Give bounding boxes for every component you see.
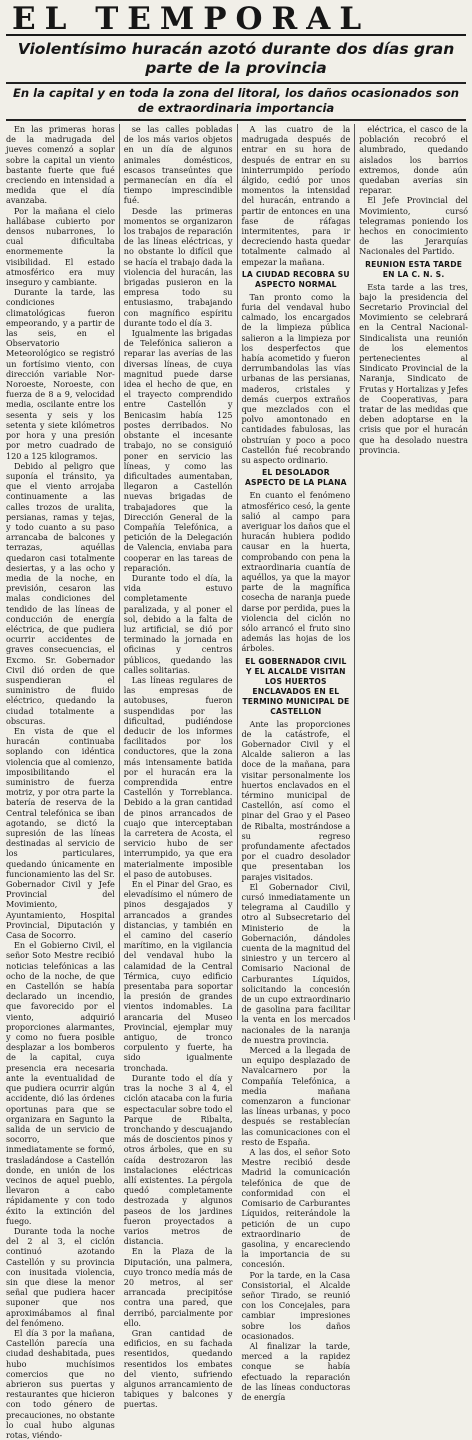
paragraph: En cuanto el fenómeno atmosférico cesó, la gente salió al campo para averiguar los daños que el huracán hubiera podido causar en la huerta, comprobando con pena la extraordinaria cuantía de aquéllos, ya que la mayor parte de la magnífica cosecha de naranja puede darse por perdida, pues la violencia del ciclón no sólo arrancó el fruto sino además las hojas de los árboles. (241, 490, 351, 654)
section-heading: EL DESOLADOR ASPECTO DE LA PLANA (244, 468, 347, 488)
paragraph: Por la mañana el cielo hallábase cubierto por densos nubarrones, lo cual dificultaba enormemente la visibilidad. El estado atmosférico era muy inseguro y cambiante. (6, 205, 115, 288)
divider (6, 119, 466, 121)
paragraph: Por la tarde, en la Casa Consistorial, el Alcalde señor Tirado, se reunió con los Concejales, para cambiar impresiones sobre los daños ocasionados. (241, 1269, 351, 1341)
paragraph: Durante toda la noche del 2 al 3, el ciclón continuó azotando Castellón y su provincia con inusitada violencia, sin que diese la menor señal que pudiera hacer suponer que nos aproximábamos al final del fenómeno. (6, 1225, 115, 1328)
column-rule (237, 124, 238, 1020)
paragraph: El Gobernador Civil, cursó inmediatamente un telegrama al Caudillo y otro al Subsecretario del Ministerio de la Gobernación, dándoles cuenta de la magnitud del siniestro y un tercero al Comisario Nacional de Carburantes Líquidos, solicitando la concesión de un cupo extraordinario de gasolina para facilitar la venta en los mercados nacionales de la naranja de nuestra provincia. (241, 881, 351, 1045)
subheadline: En la capital y en toda la zona del litoral, los daños ocasionados son de extraordinaria importancia (12, 86, 460, 115)
paragraph: Merced a la llegada de un equipo desplazado de Navalcarnero por la Compañía Telefónica, a media mañana comenzaron a funcionar las líneas urbanas, y poco después se restablecían las comunicaciones con el resto de España. (241, 1045, 351, 1147)
paragraph: Esta tarde a las tres, bajo la presidencia del Secretario Provincial del Movimiento se celebrará en la Central Nacional-Sindicalista una reunión de los elementos pertenecientes al Sindicato Provincial de la Naranja, Sindicato de Frutas y Hortalizas y Jefes de Cooperativas, para tratar de las medidas que deben adoptarse en la crisis que por el huracán que ha desolado nuestra provincia. (359, 281, 468, 455)
paragraph: se las calles pobladas de los más varios objetos en un día de algunos animales domésticos, escasos transeúntes que permanecían en día el tiempo imprescindible fué. (123, 124, 233, 206)
paragraph: El Jefe Provincial del Movimiento, cursó telegramas poniendo los hechos en conocimiento de las Jerarquías Nacionales del Partido. (359, 195, 468, 257)
masthead: EL TEMPORAL (6, 2, 466, 36)
column-4 (359, 124, 468, 1020)
paragraph: Desde las primeras momentos se organizaron los trabajos de reparación de las líneas eléctricas, y no obstante lo difícil que se hacía el trabajo dada la violencia del huracán, las brigadas pusieron en la empresa todo su entusiasmo, trabajando con magnífico espíritu durante todo el día 3. (123, 205, 233, 328)
divider (6, 82, 466, 84)
paragraph: El día 3 por la mañana, Castellón parecía una ciudad deshabitada, pues hubo muchísimos comercios que no abrieron sus puertas y restaurantes que hicieron con todo género de precauciones, no obstante lo cual hubo algunas rotas, viéndo- (6, 1327, 115, 1440)
paragraph: En la Plaza de la Diputación, una palmera, cuyo tronco medía más de 20 metros, al ser arrancada precipitóse contra una pared, que derribó, parcialmente por ello. (123, 1246, 233, 1328)
paragraph: Ante las proporciones de la catástrofe, el Gobernador Civil y el Alcalde salieron a las doce de la mañana, para visitar personalmente los huertos enclavados en el término municipal de Castellón, así como el pinar del Grao y el Paseo de Ribalta, mostrándose a su regreso profundamente afectados por el cuadro desolador que presentaban los parajes visitados. (241, 718, 351, 882)
paragraph: Gran cantidad de edificios, en su fachada resentidos, quedando resentidos los embates del viento, sufriendo algunos arrancamiento de tabiques y balcones y puertas. (123, 1327, 233, 1410)
paragraph: Durante todo el día y tras la noche 3 al 4, el ciclón atacaba con la furia espectacular sobre todo el Parque de Ribalta, tronchando y descuajando más de doscientos pinos y otros árboles, que en su caída destrozaron las instalaciones eléctricas allí existentes. La pérgola quedó completamente destrozada y algunos paseos de los jardines fueron proyectados a varios metros de distancia. (123, 1072, 233, 1247)
section-heading: LA CIUDAD RECOBRA SU ASPECTO NORMAL (241, 269, 350, 289)
column-1 (6, 124, 115, 1440)
paragraph: En vista de que el huracán continuaba soplando con idéntica violencia que al comienzo, imposibilitando el suministro de fuerza motriz, y por otra parte la batería de reserva de la Central telefónica se iban agotando, se dictó la supresión de las líneas destinadas al servicio de los particulares, quedando únicamente en funcionamiento las del Sr. Gobernador Civil y Jefe Provincial del Movimiento, Ayuntamiento, Hospital Provincial, Diputación y Casa de Socorro. (6, 725, 115, 941)
column-3 (241, 124, 351, 1402)
column-rule (119, 124, 120, 1020)
column-2 (123, 124, 233, 1410)
paragraph: A las dos, el señor Soto Mestre recibió desde Madrid la comunicación telefónica de que de conformidad con el Comisario de Carburantes Líquidos, reiterándole la petición de un cupo extraordinario de gasolina, y encareciendo la importancia de su concesión. (241, 1147, 351, 1270)
paragraph: A las cuatro de la madrugada después de entrar en su hora de después de entrar en su ininterrumpido período álgido, cedió por unos momentos la intensidad del huracán, entrando a partir de entonces en una fase de ráfagas intermitentes, para ir decreciendo hasta quedar totalmente calmado al empezar la mañana. (241, 124, 351, 267)
paragraph: En el Pinar del Grao, es elevadísimo el número de pinos desgajados y arrancados a grandes distancias, y también en el camino del caserío marítimo, en la vigilancia del vendaval hubo la calamidad de la Central Térmica, cuyo edificio presentaba para soportar la presión de grandes vientos indomables. La arancaria del Museo Provincial, ejemplar muy antiguo, de tronco corpulento y fuerte, ha sido igualmente tronchada. (123, 879, 233, 1073)
article-body (6, 124, 468, 1440)
paragraph: En las primeras horas de la madrugada del jueves comenzó a soplar sobre la capital un viento bastante fuerte que fué creciendo en intensidad a medida que el día avanzaba. (6, 124, 115, 206)
section-heading: EL GOBERNADOR CIVIL Y EL ALCALDE VISITAN LOS HUERTOS ENCLAVADOS EN EL TERMINO MUNICIPAL DE CASTELLON (242, 656, 350, 716)
section-heading: REUNION ESTA TARDE EN LA C. N. S. (365, 259, 463, 279)
paragraph: En el Gobierno Civil, el señor Soto Mestre recibió noticias telefónicas a las ocho de la noche, de que en Castellón se había declarado un incendio, que favorecido por el viento, adquirió proporciones alarmantes, y como no fuera posible desplazar a los bomberos de la capital, cuya presencia era necesaria ante la eventualidad de que pudiera ocurrir algún accidente, dió las órdenes oportunas para que se organizara en Sagunto la salida de un servicio de socorro, que inmediatamente se formó, trasladándose a Castellón donde, en unión de los vecinos de aquel pueblo, llevaron a cabo rápidamente y con todo éxito la extinción del fuego. (6, 940, 115, 1226)
paragraph: Al finalizar la tarde, merced a la rapidez conque se había efectuado la reparación de las líneas conductoras de energía (241, 1340, 351, 1402)
paragraph: Las líneas regulares de las empresas de autobuses, fueron suspendidas por las dificultad, pudiéndose deducir de los informes facilitados por los conductores, que la zona más intensamente batida por el huracán era la comprendida entre Castellón y Torreblanca. Debido a la gran cantidad de pinos arrancados de cuajo que interceptaban la carretera de Acosta, el servicio hubo de ser interrumpido, ya que era materialmente imposible el paso de autobuses. (123, 674, 233, 879)
paragraph: Debido al peligro que suponía el tránsito, ya que el viento arrojaba continuamente a las calles trozos de uralita, persianas, ramas y tejas, y todo cuanto a su paso arrancaba de balcones y terrazas, aquéllas quedaron casi totalmente desiertas, y a las ocho y media de la noche, en previsión, cesaron las malas condiciones del tendido de las líneas de conducción de energía eléctrica, de que pudiera ocurrir accidentes de graves consecuencias, el Excmo. Sr. Gobernador Civil dió orden de que suspendieran el suministro de fluido eléctrico, quedando la ciudad totalmente a obscuras. (6, 460, 115, 726)
paragraph: Tan pronto como la furia del vendaval hubo calmado, los encargados de la limpieza pública salieron a la limpieza por los desperfectos que había acometido y fueron derrumbandolas las vías urbanas de las persianas, maderos, cristales y demás cuerpos extraños que mezclados con el polvo amontonado en cantidades fabulosas, las obstruían y poco a poco Castellón fué recobrando su aspecto ordinario. (241, 291, 351, 466)
paragraph: Igualmente las brigadas de Telefónica salieron a reparar las averías de las diversas líneas, de cuya magnitud puede darse idea el hecho de que, en el trayecto comprendido entre Castellón y Benicasim había 125 postes derribados. No obstante el incesante trabajo, no se consiguió poner en servicio las líneas, y como las dificultades aumentaban, llegaron a Castellón nuevas brigadas de trabajadores que la Dirección General de la Compañía Telefónica, a petición de la Delegación de Valencia, enviaba para cooperar en las tareas de reparación. (123, 328, 233, 573)
paragraph: eléctrica, el casco de la población recobró el alumbrado, quedando aislados los barrios extremos, donde aún quedaban averías sin reparar. (359, 124, 468, 196)
headline: Violentísimo huracán azotó durante dos días gran parte de la provincia (17, 40, 455, 77)
paragraph: Durante todo el día, la vida estuvo completamente paralizada, y al poner el sol, debido a la falta de luz artificial, se dió por terminado la jornada en oficinas y centros públicos, quedando las calles solitarias. (123, 572, 233, 675)
column-rule (354, 124, 355, 1020)
paragraph: Durante la tarde, las condiciones climatológicas fueron empeorando, y a partir de las seis, en el Observatorio Meteorológico se registró un fortísimo viento, con dirección variable Nor-Noroeste, Noroeste, con fuerza de 8 a 9, velocidad media, oscilante entre los sesenta y seis y los setenta y siete kilómetros por hora y una presión por metro cuadrado de 120 a 125 kilogramos. (6, 287, 115, 461)
